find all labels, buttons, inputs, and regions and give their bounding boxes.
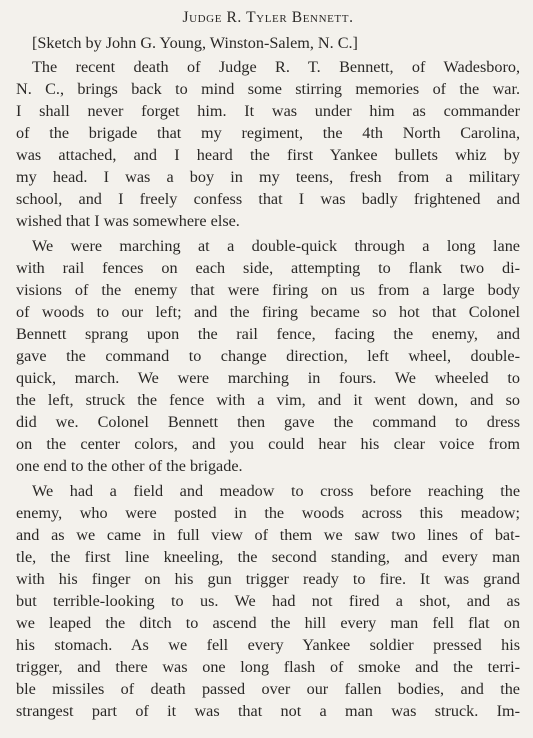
text-line: my head. I was a boy in my teens, fresh from a military — [16, 168, 520, 186]
text-line: of woods to our left; and the firing became so hot that Colonel — [16, 303, 520, 321]
text-line: school, and I freely confess that I was badly frightened and — [16, 190, 520, 208]
text-line: of the brigade that my regiment, the 4th North Carolina, — [16, 124, 520, 142]
article-title: Judge R. Tyler Bennett. — [182, 9, 354, 26]
text-line: quick, march. We were marching in fours. We wheeled to — [16, 369, 520, 387]
text-line: with rail fences on each side, attempting to flank two di- — [16, 259, 520, 277]
text-line: did we. Colonel Bennett then gave the command to dress — [16, 413, 520, 431]
text-line: visions of the enemy that were firing on us from a large body — [16, 281, 520, 299]
text-line: his stomach. As we fell every Yankee soldier pressed his — [16, 636, 520, 654]
article-byline: [Sketch by John G. Young, Winston-Salem, N. C.] — [32, 34, 358, 52]
text-line: ble missiles of death passed over our fallen bodies, and the — [16, 680, 520, 698]
paragraph-1 — [16, 56, 520, 232]
text-line: N. C., brings back to mind some stirring memories of the war. — [16, 80, 520, 98]
text-line: was attached, and I heard the first Yankee bullets whiz by — [16, 146, 520, 164]
text-line: wished that I was somewhere else. — [16, 212, 240, 230]
paragraph-2 — [16, 235, 520, 477]
text-line: the left, struck the fence with a vim, and it went down, and so — [16, 391, 520, 409]
text-line: on the center colors, and you could hear his clear voice from — [16, 435, 520, 453]
text-line: We had a field and meadow to cross before reaching the — [32, 482, 520, 500]
text-line: enemy, who were posted in the woods across this meadow; — [16, 504, 520, 522]
text-line: with his finger on his gun trigger ready to fire. It was grand — [16, 570, 520, 588]
text-line: and as we came in full view of them we saw two lines of bat- — [16, 526, 520, 544]
text-line: Bennett sprang upon the rail fence, facing the enemy, and — [16, 325, 520, 343]
text-line: gave the command to change direction, left wheel, double- — [16, 347, 520, 365]
paragraph-3 — [16, 480, 520, 722]
text-line: We were marching at a double-quick through a long lane — [32, 237, 520, 255]
text-line: tle, the first line kneeling, the second standing, and every man — [16, 548, 520, 566]
text-line: strangest part of it was that not a man was struck. Im- — [16, 702, 520, 720]
text-line: I shall never forget him. It was under him as commander — [16, 102, 520, 120]
text-line: one end to the other of the brigade. — [16, 457, 243, 475]
text-line: The recent death of Judge R. T. Bennett, of Wadesboro, — [32, 58, 520, 76]
text-line: but terrible-looking to us. We had not fired a shot, and as — [16, 592, 520, 610]
text-line: we leaped the ditch to ascend the hill every man fell flat on — [16, 614, 520, 632]
text-line: trigger, and there was one long flash of smoke and the terri- — [16, 658, 520, 676]
